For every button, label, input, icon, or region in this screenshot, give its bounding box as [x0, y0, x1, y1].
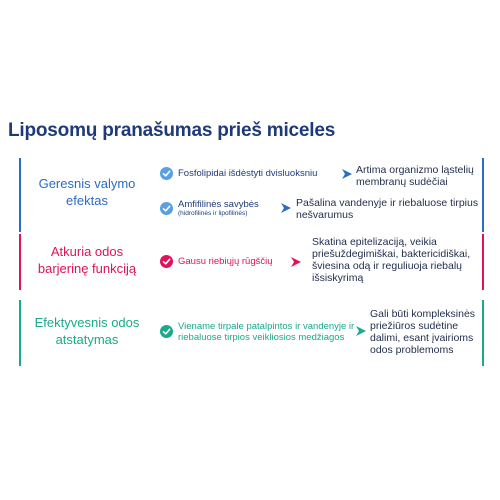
- arrow-right-icon: [290, 256, 302, 268]
- checkmark-icon: [160, 202, 173, 215]
- feature-label: Amfifilinės savybės: [178, 199, 259, 210]
- right-accent-bar: [482, 300, 484, 366]
- benefit-heading: Geresnis valymo efektas: [38, 176, 136, 208]
- feature-text: [178, 199, 259, 218]
- result-text: Gali būti kompleksinės priežiūros sudėtine dalimi, esant įvairioms odos problemoms: [370, 308, 476, 356]
- arrow-right-icon: [280, 202, 292, 214]
- result-text: Skatina epitelizaciją, veikia priešuždegimiškai, baktericidiškai, šviesina odą ir reguliuoja riebalų išsiskyrimą: [312, 236, 471, 284]
- result-text: Pašalina vandenyje ir riebaluose tirpius nešvarumus: [296, 197, 479, 221]
- checkmark-icon: [160, 325, 173, 338]
- checkmark-icon: [160, 255, 173, 268]
- checkmark-icon: [160, 167, 173, 180]
- benefit-row-cleansing: [0, 158, 500, 232]
- right-accent-bar: [482, 234, 484, 290]
- benefit-heading: Atkuria odos barjerinę funkciją: [37, 244, 137, 276]
- benefit-heading: Efektyvesnis odos atstatymas: [34, 315, 140, 347]
- arrow-right-icon: [341, 168, 353, 180]
- left-accent-bar: [19, 300, 21, 366]
- left-accent-bar: [19, 158, 21, 232]
- feature-note: (hidrofilinės ir lipofilinės): [178, 210, 248, 217]
- arrow-right-icon: [355, 325, 367, 337]
- benefit-row-restoration: [0, 300, 500, 366]
- benefit-row-barrier: [0, 234, 500, 290]
- feature-text: Gausu riebiųjų rūgščių: [178, 256, 273, 267]
- feature-text: Fosfolipidai išdėstyti dvisluoksniu: [178, 168, 318, 179]
- feature-text: Viename tirpale patalpintos ir vandenyje ir riebaluose tirpios veikliosios medžiagos: [178, 321, 355, 343]
- result-text: Artima organizmo ląstelių membranų sudėčiai: [356, 164, 474, 188]
- page-title: Liposomų pranašumas prieš miceles: [8, 120, 336, 141]
- left-accent-bar: [19, 234, 21, 290]
- right-accent-bar: [482, 158, 484, 232]
